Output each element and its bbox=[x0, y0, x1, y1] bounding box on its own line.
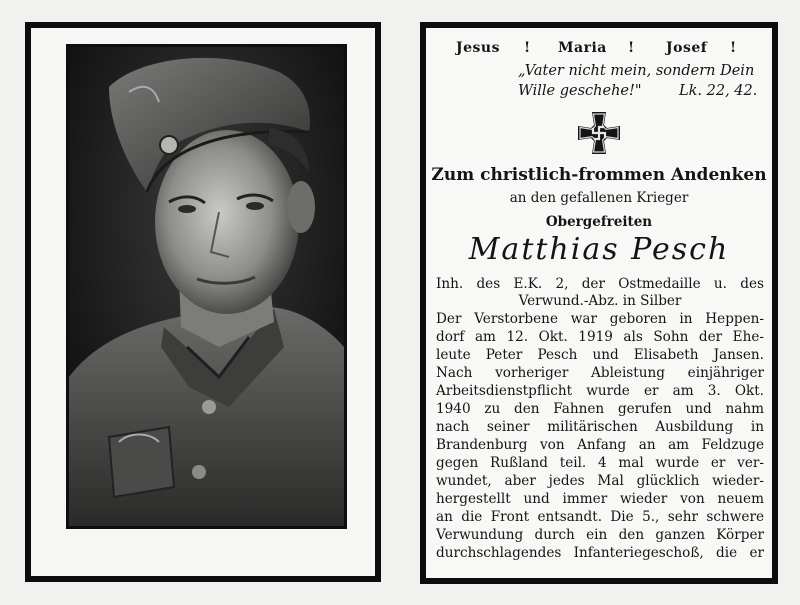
biography-line: Nach vorheriger Ableistung einjähriger bbox=[436, 365, 764, 381]
honors-line: Verwund.-Abz. in Silber bbox=[518, 293, 682, 309]
biography-line: dorf am 12. Okt. 1919 als Sohn der Ehe- bbox=[436, 329, 764, 345]
invocation-jesus: Jesus bbox=[456, 40, 500, 56]
biography-line: hergestellt und immer wieder von neuem bbox=[436, 491, 764, 507]
invocation-separator-1: ! bbox=[524, 40, 531, 56]
portrait-image bbox=[69, 47, 344, 526]
scripture-line-1: „Vater nicht mein, sondern Dein bbox=[518, 63, 755, 79]
obituary-text-panel bbox=[426, 28, 772, 578]
iron-cross-icon bbox=[576, 110, 622, 160]
soldier-name: Matthias Pesch bbox=[468, 232, 730, 267]
biography-line: gegen Rußland teil. 4 mal wurde er ver- bbox=[436, 455, 764, 471]
biography-line: Arbeitsdienstpflicht wurde er am 3. Okt. bbox=[436, 383, 764, 399]
scripture-reference: Lk. 22, 42. bbox=[679, 83, 758, 99]
honors-line: Inh. des E.K. 2, der Ostmedaille u. des bbox=[436, 276, 764, 292]
invocation-separator-3: ! bbox=[730, 40, 737, 56]
biography-line: durchschlagendes Infanteriegeschoß, die er bbox=[436, 545, 764, 561]
biography-line: Brandenburg von Anfang an am Feldzuge bbox=[436, 437, 764, 453]
biography-line: wundet, aber jedes Mal glücklich wieder- bbox=[436, 473, 764, 489]
scripture-line-2: Wille geschehe!" bbox=[518, 83, 642, 99]
soldier-rank: Obergefreiten bbox=[545, 214, 653, 230]
invocation-maria: Maria bbox=[558, 40, 607, 56]
biography-line: Verwundung durch ein den ganzen Körper bbox=[436, 527, 764, 543]
invocation-separator-2: ! bbox=[628, 40, 635, 56]
biography-line: nach seiner militärischen Ausbildung in bbox=[436, 419, 764, 435]
invocation-josef: Josef bbox=[666, 40, 708, 56]
portrait-photo bbox=[66, 44, 347, 529]
memorial-heading: Zum christlich-frommen Andenken bbox=[431, 165, 767, 185]
memorial-subheading: an den gefallenen Krieger bbox=[509, 190, 689, 206]
biography-line: leute Peter Pesch und Elisabeth Jansen. bbox=[436, 347, 764, 363]
biography-line: an die Front entsandt. Die 5., sehr schwere bbox=[436, 509, 764, 525]
biography-line: Der Verstorbene war geboren in Heppen- bbox=[436, 311, 764, 327]
biography-line: 1940 zu den Fahnen gerufen und nahm bbox=[436, 401, 764, 417]
